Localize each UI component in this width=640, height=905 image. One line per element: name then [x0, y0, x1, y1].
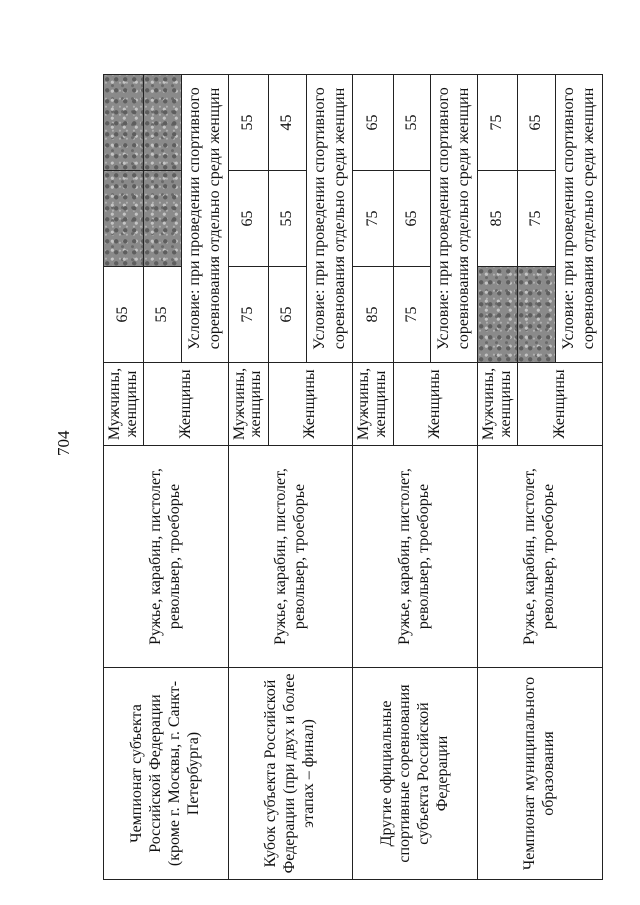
value-cell: 85	[353, 267, 393, 363]
condition-cell: Условие: при проведении спортивного соревнования отдельно среди женщин	[431, 75, 478, 363]
value-cell: 55	[228, 75, 268, 171]
gender-cell: Мужчины, женщины	[228, 363, 268, 446]
gender-cell: Мужчины, женщины	[478, 363, 518, 446]
value-cell: 55	[268, 171, 306, 267]
event-name-cell: Кубок субъекта Российской Федерации (при двух и более этапах – финал)	[228, 668, 353, 880]
value-cell: 75	[393, 267, 431, 363]
value-cell: 75	[228, 267, 268, 363]
table-row	[478, 75, 518, 880]
value-cell: 65	[104, 267, 144, 363]
weapons-cell: Ружье, карабин, пистолет, револьвер, троеборье	[228, 446, 353, 668]
gender-cell: Мужчины, женщины	[353, 363, 393, 446]
table-row	[228, 75, 268, 880]
shaded-cell	[144, 75, 182, 171]
gender-cell: Женщины	[268, 363, 352, 446]
gender-cell: Женщины	[393, 363, 477, 446]
value-cell: 65	[518, 75, 556, 171]
weapons-cell: Ружье, карабин, пистолет, револьвер, троеборье	[353, 446, 478, 668]
value-cell: 75	[478, 75, 518, 171]
shaded-cell	[144, 171, 182, 267]
condition-cell: Условие: при проведении спортивного соревнования отдельно среди женщин	[306, 75, 353, 363]
table-row	[353, 75, 393, 880]
value-cell: 65	[393, 171, 431, 267]
weapons-cell: Ружье, карабин, пистолет, револьвер, троеборье	[104, 446, 229, 668]
value-cell: 75	[353, 171, 393, 267]
shaded-cell	[104, 171, 144, 267]
shaded-cell	[104, 75, 144, 171]
condition-cell: Условие: при проведении спортивного соревнования отдельно среди женщин	[181, 75, 228, 363]
value-cell: 75	[518, 171, 556, 267]
gender-cell: Женщины	[518, 363, 603, 446]
value-cell: 65	[228, 171, 268, 267]
table-rotator	[103, 75, 603, 880]
condition-cell: Условие: при проведении спортивного соревнования отдельно среди женщин	[556, 75, 603, 363]
shaded-cell	[518, 267, 556, 363]
event-name-cell: Другие официальные спортивные соревнования субъекта Российской Федерации	[353, 668, 478, 880]
value-cell: 85	[478, 171, 518, 267]
table-row	[104, 75, 144, 880]
value-cell: 45	[268, 75, 306, 171]
event-name-cell: Чемпионат муниципального образования	[478, 668, 603, 880]
value-cell: 65	[353, 75, 393, 171]
page-number: 704	[54, 430, 73, 456]
gender-cell: Мужчины, женщины	[104, 363, 144, 446]
event-name-cell: Чемпионат субъекта Российской Федерации (кроме г. Москвы, г. Санкт-Петербурга)	[104, 668, 229, 880]
value-cell: 55	[144, 267, 182, 363]
gender-cell: Женщины	[144, 363, 228, 446]
shaded-cell	[478, 267, 518, 363]
value-cell: 55	[393, 75, 431, 171]
sport-ranks-table	[103, 74, 603, 880]
value-cell: 65	[268, 267, 306, 363]
weapons-cell: Ружье, карабин, пистолет, револьвер, троеборье	[478, 446, 603, 668]
